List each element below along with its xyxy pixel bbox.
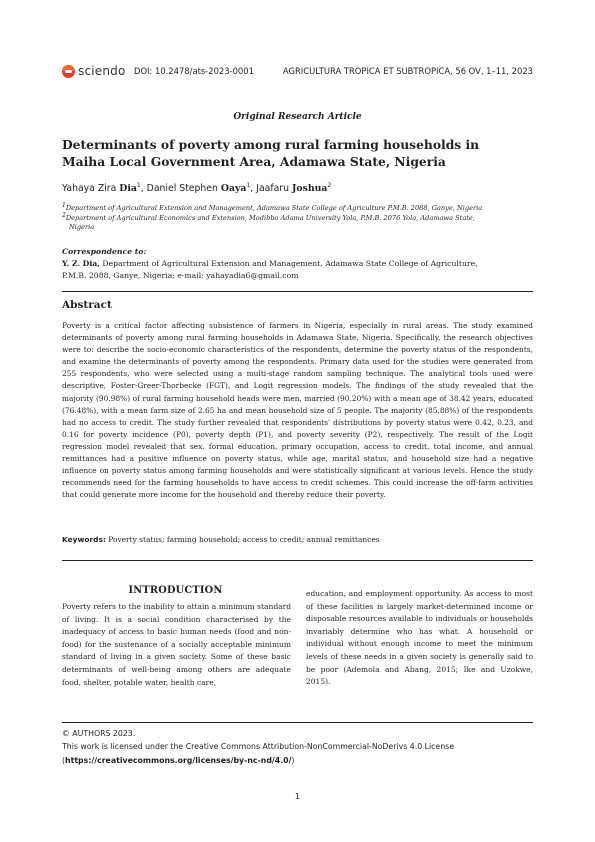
divider — [62, 291, 533, 292]
affiliation-text: Nigeria — [69, 223, 95, 232]
logo-text: sciendo — [78, 64, 126, 78]
author-surname: Oaya — [220, 183, 247, 194]
page-number: 1 — [294, 791, 301, 801]
affiliation-item — [62, 201, 533, 214]
correspondence-address: Department of Agricultural Extension and Management, Adamawa State College of Agriculture, — [99, 259, 478, 268]
author-surname: Dia — [119, 183, 137, 194]
author-given-name: Yahaya Zira — [62, 183, 117, 194]
correspondence-email[interactable]: P.M.B. 2088, Ganye, Nigeria; e-mail: yahayadia6@gmail.com — [62, 271, 299, 280]
section-heading-introduction: INTRODUCTION — [128, 585, 223, 596]
license-block — [62, 727, 533, 767]
author-surname: Joshua — [292, 183, 328, 194]
affiliation-number: 1 — [62, 201, 66, 209]
correspondence-name: Y. Z. Dia, — [62, 259, 100, 268]
divider — [62, 560, 533, 561]
affiliation-item — [62, 223, 533, 233]
license-url-link[interactable]: https://creativecommons.org/licenses/by-nc-nd/4.0/ — [65, 755, 292, 765]
author[interactable] — [256, 183, 331, 194]
copyright: © AUTHORS 2023. — [62, 729, 136, 738]
author-given-name: Daniel Stephen — [146, 183, 218, 194]
correspondence-heading: Correspondence to: — [62, 247, 147, 256]
affiliation-item — [62, 211, 533, 224]
author[interactable] — [147, 183, 251, 194]
affiliation-number: 2 — [62, 211, 66, 219]
paper-title: Determinants of poverty among rural farming households in Maiha Local Government Area, Adamawa State, Nigeria — [62, 137, 480, 169]
keywords-label: Keywords: — [62, 535, 106, 544]
affiliation-ref: 1 — [136, 181, 141, 189]
affiliation-text: Department of Agricultural Economics and Extension, Modibbo Adama University Yola, P.M.B. 2076 Yola, Adamawa State, — [65, 213, 475, 222]
author-list: Yahaya Zira Dia$^1$, Daniel Stephen Oaya$^1$, Jaafaru Joshua$^2$ — [62, 181, 332, 194]
publisher-logo[interactable] — [62, 64, 126, 78]
keywords — [62, 535, 533, 544]
affiliation-ref: 1 — [246, 181, 251, 189]
license-url-line — [62, 754, 533, 767]
correspondence-line — [62, 258, 533, 270]
journal-citation: AGRICULTURA TROPICA ET SUBTROPICA, 56 OV, 1–11, 2023 — [282, 66, 533, 76]
abstract-text: Poverty is a critical factor affecting subsistence of farmers in Nigeria, especially in rural areas. The study examined determinants of poverty among rural farming households in Adamawa State, Nigeria. Specifically, the research objectives were to: describe the socio-economic characteristics of the respondents, determine the poverty status of the respondents, and examine the determinants of poverty among the respondents. Primary data used for the studies were generated from 255 respondents, who were selected using a multi-stage random sampling technique. The analytical tools used were descriptive, Foster-Greer-Thorbecke (FGT), and Logit regression models. The findings of the study revealed that the majority (90.98%) of rural farming household heads were men, married (90.20%) with a mean age of 38.42 years, educated (76.48%), with a mean farm size of 2.65 ha and mean household size of 5 people. The majority (85.88%) of the respondents had no access to credit. The study further revealed that respondents' distributions by poverty status were 0.42, 0.23, and 0.16 for poverty incidence (P0), poverty depth (P1), and poverty severity (P2), respectively. The result of the Logit regression model revealed that sex, formal education, primary occupation, access to credit, total income, and annual remittances had a positive influence on poverty status, while age, marital status, and household size had a negative influence on poverty status among farming households and were statistically significant at various levels. Hence the study recommends need for the farming households to have access to credit schemes. This could increase the off-farm activities that could generate more income for the household and thereby reduce their poverty. — [62, 321, 533, 500]
body-column-left: Poverty refers to the inability to attain a minimum standard of living. It is a social condition characterised by the inadequacy of access to basic human needs (food and non-food) for the sustenance of a socially acceptable minimum standard of living in a given society. Some of these basic determinants of well-being among others are adequate food, shelter, potable water, health care, — [62, 602, 291, 687]
paren: ( — [62, 755, 66, 765]
sciendo-logo-icon — [62, 65, 75, 78]
author-given-name: Jaafaru — [256, 183, 290, 194]
paren: ) — [291, 755, 295, 765]
author[interactable] — [62, 183, 141, 194]
keywords-text: Poverty status; farming household; access to credit; annual remittances — [105, 535, 380, 544]
body-column-right: education, and employment opportunity. As access to most of these facilities is largely market-determined income or disposable resources available to individuals or households invariably determine who has what. A household or individual without enough income to meet the minimum levels of these needs in a given society is generally said to be poor (Ademola and Abang, 2015; Ike and Uzokwe, 2015). — [306, 589, 533, 687]
affiliation-text: Department of Agricultural Extension and Management, Adamawa State College of Agriculture P.M.B. 2088, Ganye, Nigeria — [65, 204, 483, 212]
article-type: Original Research Article — [233, 112, 362, 122]
abstract-heading: Abstract — [62, 299, 112, 311]
page-header — [62, 62, 533, 82]
affiliation-ref: 2 — [327, 181, 332, 189]
license-text: This work is licensed under the Creative Commons Attribution-NonCommercial-NoDerivs 4.0 License — [62, 742, 455, 752]
divider — [62, 722, 533, 723]
affiliations — [62, 201, 533, 233]
correspondence — [62, 246, 533, 282]
doi-link[interactable]: DOI: 10.2478/ats-2023-0001 — [134, 66, 254, 76]
